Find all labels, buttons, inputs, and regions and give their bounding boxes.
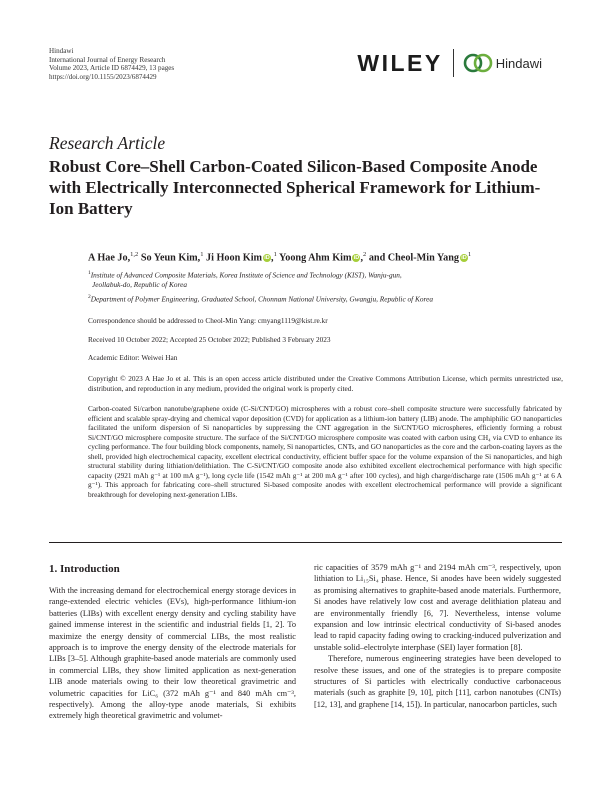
- hindawi-logo-text: Hindawi: [495, 55, 542, 71]
- journal-name: International Journal of Energy Research: [49, 55, 166, 64]
- correspondence: Correspondence should be addressed to Cheol-Min Yang: cmyang1119@kist.re.kr: [88, 316, 328, 325]
- author-name: and Cheol-Min Yang: [368, 252, 460, 264]
- author-list: A Hae Jo,$^{1,2}$ So Yeun Kim,$^1$ Ji Hoon Kim iD,$^1$ Yoong Ahm Kim iD,$^2$ and Cheol-Min Yang $iD^1$: [88, 251, 472, 264]
- copyright-notice: Copyright © 2023 A Hae Jo et al. This is an open access article distributed under the Creative Commons Attribution License, which permits unrestricted use, distribution, and reproduction in any medium, provided the original work is properly cited.: [88, 374, 563, 393]
- body-paragraph: Therefore, numerous engineering strategies have been developed to resolve these issues, and one of the strategies is to prepare composite structures of Si particles with electrically conductive carbonaceous materials (such as graphite [9, 10], pitch [11], carbon nanotubes (CNTs) [12, 13], and graphene [14, 15]). In particular, nanocarbon particles, such: [314, 654, 561, 709]
- author-name: Ji Hoon Kim: [205, 252, 263, 264]
- affiliation-number: 2: [88, 294, 91, 300]
- hindawi-logo: [463, 52, 542, 74]
- volume-info: Volume 2023, Article ID 6874429, 13 pages: [49, 64, 175, 73]
- author-name: A Hae Jo,: [88, 252, 131, 264]
- affiliation-continuation: Jeollabuk-do, Republic of Korea: [92, 280, 187, 290]
- author-affil-sup: 1: [200, 251, 204, 258]
- orcid-icon[interactable]: iD: [353, 255, 360, 262]
- author-affil-sup: 1: [273, 251, 277, 258]
- article-type: Research Article: [49, 133, 166, 153]
- section-heading: 1. Introduction: [49, 563, 120, 575]
- publisher-logos: [357, 47, 542, 79]
- body-paragraph: ric capacities of 3579 mAh g⁻¹ and 2194 mAh cm⁻³, respectively, upon lithiation to Li₁₅Si₄ phase. Hence, Si anodes have been widely suggested as promising alternatives to graphite-based anode materials. Furthermore, Si anodes have relatively low cost and average delithiation plateau and are environmentally friendly [6, 7]. Nevertheless, intense volume expansion and low intrinsic electrical conductivity of Si-based anodes lead to rapid capacity fading owing to cracking-induced pulverization and unstable solid–electrolyte interphase (SEI) layer formation [8].: [314, 563, 561, 652]
- author-name: So Yeun Kim,: [140, 252, 201, 264]
- academic-editor: Academic Editor: Weiwei Han: [88, 353, 178, 362]
- author-affil-sup: 1,2: [130, 251, 139, 258]
- affiliation-1: [88, 268, 558, 290]
- body-column-left: [49, 585, 296, 722]
- affiliation-2: [88, 292, 558, 304]
- journal-header: [49, 47, 174, 82]
- logo-divider: [453, 49, 454, 77]
- doi-link[interactable]: https://doi.org/10.1155/2023/6874429: [49, 73, 157, 82]
- orcid-icon[interactable]: iD: [461, 255, 467, 262]
- wiley-logo: WILEY: [357, 49, 443, 76]
- publisher-name: Hindawi: [49, 47, 74, 55]
- author-name: Yoong Ahm Kim: [279, 252, 352, 264]
- body-paragraph: With the increasing demand for electrochemical energy storage devices in range-extended electric vehicles (EVs), high-performance lithium-ion batteries (LIBs) with excellent energy density and cycling stability have gained immense interest in the scientific and industrial fields [1, 2]. To maximize the energy density of commercial LIBs, the most realistic approach is to improve the energy density of the electrode materials for LIBs [3–5]. Although graphite-based anode materials are commonly used in commercial LIBs, they show limited application as next-generation LIB anode materials owing to their low theoretical gravimetric and volumetric capacities for LiC₆ (372 mAh g⁻¹ and 840 mAh cm⁻³, respectively). Among the alloy-type anode materials, Si exhibits extremely high theoretical gravimetric and volumet-: [49, 586, 296, 721]
- article-dates: Received 10 October 2022; Accepted 25 October 2022; Published 3 February 2023: [88, 335, 331, 344]
- hindawi-rings-icon: [463, 52, 493, 74]
- article-title: Robust Core–Shell Carbon-Coated Silicon-Based Composite Anode with Electrically Interconnected Spherical Framework for Lithium-Ion Battery: [49, 157, 541, 218]
- author-affil-sup: 2: [363, 251, 367, 258]
- orcid-icon[interactable]: iD: [264, 255, 270, 262]
- body-column-right: [314, 562, 561, 710]
- affiliation-number: 1: [88, 270, 91, 276]
- affiliation-text: Department of Polymer Engineering, Graduated School, Chonnam National University, Gwangju, Republic of Korea: [90, 294, 433, 304]
- section-divider: [49, 542, 562, 543]
- affiliation-text: Institute of Advanced Composite Materials, Korea Institute of Science and Technology (KIST), Wanju-gun,: [90, 270, 402, 280]
- author-affil-sup: 1: [468, 251, 472, 258]
- abstract: Carbon-coated Si/carbon nanotube/graphene oxide (C-Si/CNT/GO) microspheres with a robust core–shell composite structure were successfully fabricated by efficient and scalable spray-drying and chemical vapor deposition (CVD) for application as a lithium-ion battery (LIB) anode. The amphiphilic GO nanoparticles facilitated the uniform dispersion of Si nanoparticles by suppressing the CNT aggregation in the Si/CNT/GO microspheres, efficiently forming a robust Si/CNT/GO microsphere composite structure. The surface of the Si/CNT/GO microsphere composite was coated with carbon using CH₄ via CVD to enhance its cycling performance. The four building block components, namely, Si nanoparticles, CNTs, and GO nanoparticles as the core and the carbon-coating layers as the shell, provided high electrochemical capacity, excellent electrical conductivity, efficient buffer space for the volume expansion of the Si nanoparticles, and high structural stability during lithiation/delithiation. The C-Si/CNT/GO composite anode also exhibited excellent electrochemical performance with high specific capacity (2921 mAh g⁻¹ at 100 mA g⁻¹), long cycle life (1542 mAh g⁻¹ at 200 mA g⁻¹ after 100 cycles), and high charge/discharge rate (1506 mAh g⁻¹ at 6 A g⁻¹). This approach for fabricating core–shell structured Si-based composite anodes with excellent electrochemical performance will provide a significant breakthrough for developing next-generation LIBs.: [88, 404, 562, 499]
